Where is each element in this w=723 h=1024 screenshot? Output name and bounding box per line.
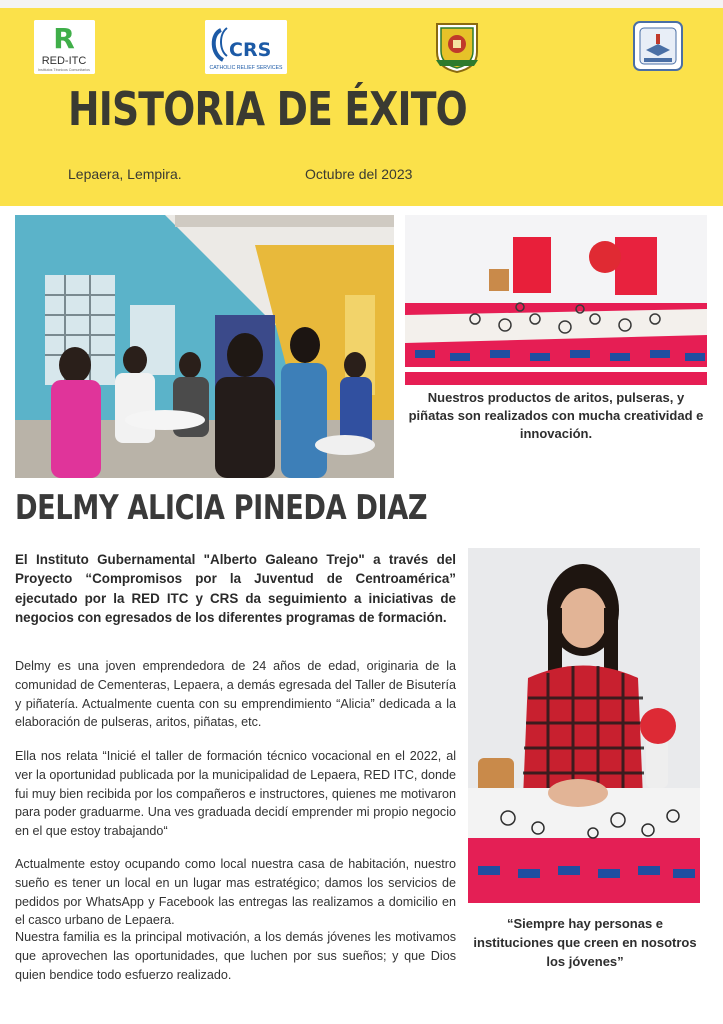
location-text: Lepaera, Lempira.	[68, 166, 182, 182]
school-seal-icon	[632, 20, 684, 72]
quote-caption: “Siempre hay personas e instituciones que creen en nosotros los jóvenes”	[473, 916, 697, 969]
crs-subtitle: CATHOLIC RELIEF SERVICES	[209, 65, 283, 71]
top-strip	[0, 0, 723, 8]
page-title: HISTORIA DE ÉXITO	[68, 82, 467, 136]
date-text: Octubre del 2023	[305, 166, 413, 182]
red-itc-subtitle: Institutos Técnicos Comunitarios	[38, 68, 90, 72]
crs-name: CRS	[229, 39, 272, 61]
institute-seal-icon	[432, 20, 482, 74]
body-paragraph: Delmy es una joven emprendedora de 24 años de edad, originaria de la comunidad de Cementeras, Lepaera, a demás egresada del Taller de Bisutería y piñatería. Actualmente cuenta con su emprendimiento “Alicia” dedicada a la elaboración de pulseras, aritos, piñatas, etc.	[15, 659, 456, 730]
red-itc-name: RED-ITC	[41, 55, 87, 67]
red-itc-mark: R	[53, 22, 75, 55]
crs-logo	[205, 20, 287, 74]
intro-paragraph: El Instituto Gubernamental "Alberto Galeano Trejo" a través del Proyecto “Compromisos por la Juventud de Centroamérica” ejecutado por la RED ITC y CRS da seguimiento a iniciativas de negocios con egresados de los diferentes programas de formación.	[15, 552, 456, 626]
portrait-photo	[468, 548, 700, 903]
products-photo	[405, 215, 707, 385]
body-paragraph: Nuestra familia es la principal motivación, a los demás jóvenes les motivamos que aprovechen las oportunidades, que luchen por sus sueños; y que Dios quien bendice todo esfuerzo realizado.	[15, 930, 456, 982]
header-banner	[0, 8, 723, 206]
body-paragraph: Actualmente estoy ocupando como local nuestra casa de habitación, nuestro sueño es tener un local en un lugar mas estratégico; damos los servicios de pedidos por WhatsApp y Facebook las entregas las realizamos a domicilio en el casco urbano de Lepaera.	[15, 857, 456, 928]
workshop-photo	[15, 215, 394, 478]
products-caption: Nuestros productos de aritos, pulseras, y piñatas son realizados con mucha creatividad e innovación.	[408, 390, 704, 441]
body-paragraph: Ella nos relata “Inicié el taller de formación técnico vocacional en el 2022, al ver la oportunidad publicada por la municipalidad de Lepaera, RED ITC, donde fui muy bien recibida por los compañeros e instructores, quienes me motivaron para poder graduarme. Una ves graduada decidí emprender mi propio negocio en el que estoy trabajando“	[15, 749, 456, 839]
person-name: DELMY ALICIA PINEDA DIAZ	[15, 488, 428, 528]
red-itc-logo	[34, 20, 95, 74]
